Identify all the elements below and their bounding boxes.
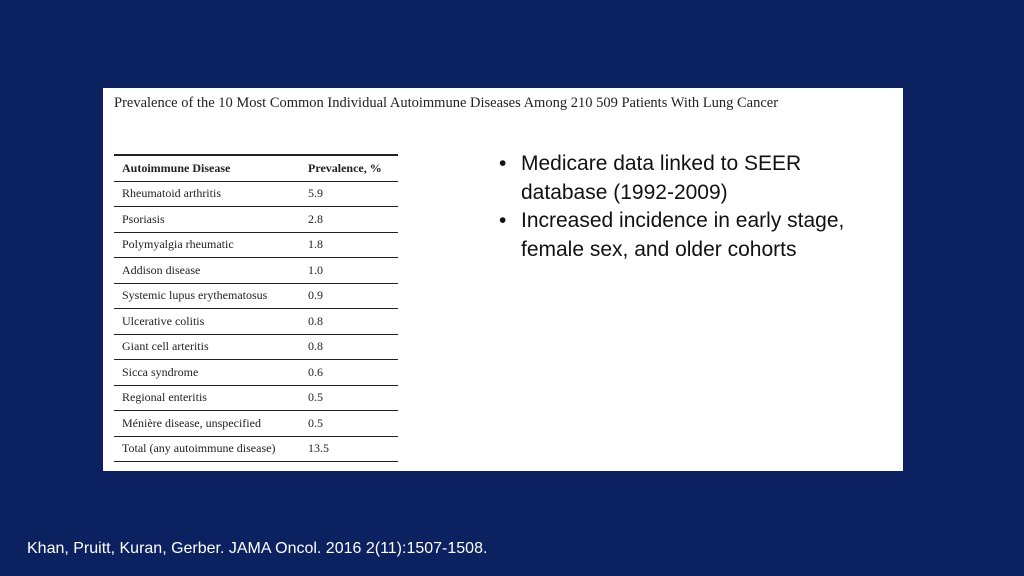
- prevalence-value: 1.0: [300, 258, 398, 284]
- disease-name: Ménière disease, unspecified: [114, 411, 300, 437]
- disease-name: Psoriasis: [114, 207, 300, 233]
- prevalence-value: 5.9: [300, 181, 398, 207]
- table-row: [114, 334, 398, 360]
- table-row: [114, 411, 398, 437]
- prevalence-table: [114, 154, 398, 462]
- table-row: [114, 232, 398, 258]
- disease-name: Addison disease: [114, 258, 300, 284]
- disease-name: Polymyalgia rheumatic: [114, 232, 300, 258]
- prevalence-value: 0.8: [300, 309, 398, 335]
- content-panel: [103, 88, 903, 471]
- table-total-row: [114, 436, 398, 462]
- disease-name: Rheumatoid arthritis: [114, 181, 300, 207]
- disease-name: Regional enteritis: [114, 385, 300, 411]
- prevalence-value: 2.8: [300, 207, 398, 233]
- table-header-row: [114, 155, 398, 181]
- table-row: [114, 181, 398, 207]
- bullet-item: • Medicare data linked to SEER database (1992-2009): [499, 150, 879, 207]
- total-label: Total (any autoimmune disease): [114, 436, 300, 462]
- table-row: [114, 385, 398, 411]
- table-row: [114, 309, 398, 335]
- column-header-disease: Autoimmune Disease: [114, 155, 300, 181]
- prevalence-value: 0.6: [300, 360, 398, 386]
- bullet-item: • Increased incidence in early stage, female sex, and older cohorts: [499, 207, 879, 264]
- column-header-prevalence: Prevalence, %: [300, 155, 398, 181]
- citation: Khan, Pruitt, Kuran, Gerber. JAMA Oncol. 2016 2(11):1507-1508.: [27, 540, 488, 557]
- table-row: [114, 207, 398, 233]
- disease-name: Sicca syndrome: [114, 360, 300, 386]
- prevalence-value: 0.9: [300, 283, 398, 309]
- disease-name: Giant cell arteritis: [114, 334, 300, 360]
- prevalence-value: 0.5: [300, 411, 398, 437]
- table-row: [114, 283, 398, 309]
- prevalence-value: 1.8: [300, 232, 398, 258]
- disease-name: Ulcerative colitis: [114, 309, 300, 335]
- table-row: [114, 258, 398, 284]
- disease-name: Systemic lupus erythematosus: [114, 283, 300, 309]
- table-title: Prevalence of the 10 Most Common Individual Autoimmune Diseases Among 210 509 Patients With Lung Cancer: [114, 95, 779, 111]
- bullet-list: [499, 150, 879, 264]
- total-value: 13.5: [300, 436, 398, 462]
- prevalence-value: 0.5: [300, 385, 398, 411]
- prevalence-value: 0.8: [300, 334, 398, 360]
- table-row: [114, 360, 398, 386]
